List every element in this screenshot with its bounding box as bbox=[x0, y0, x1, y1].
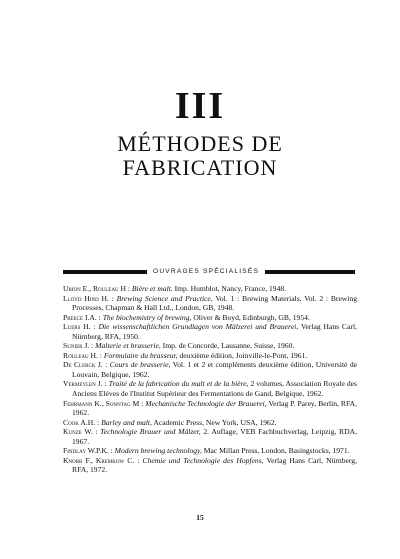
reference-details: Verlag Hans Carl, Nürnberg, RFA, 1950. bbox=[72, 322, 357, 341]
reference-item bbox=[63, 360, 357, 379]
reference-title: Brewing Science and Practice, bbox=[116, 293, 213, 303]
reference-details: Mac Millan Press, London, Basingstocks, 1971. bbox=[201, 446, 350, 456]
reference-details: 2 volumes, Association Royale des Anciens Elèves de l'Institut Supérieur des Fermentations de Gand, Belgique, 1962. bbox=[72, 379, 357, 399]
reference-item bbox=[63, 313, 357, 323]
reference-author: Preece I.A. : bbox=[63, 312, 101, 322]
section-rule-right bbox=[265, 270, 355, 274]
reference-author: Urion E., Rouleau H : bbox=[63, 284, 130, 293]
reference-author: Luers H. : bbox=[63, 322, 96, 332]
reference-item bbox=[63, 446, 357, 456]
reference-title: Malterie et brasserie, bbox=[95, 341, 161, 351]
section-header bbox=[63, 268, 355, 275]
reference-title: The biochemistry of brewing, bbox=[102, 312, 192, 322]
reference-details: Vol. 1 et 2 et compléments deuxième édition, Université de Louvain, Belgique, 1962. bbox=[72, 360, 358, 379]
reference-title: Barley and malt, bbox=[101, 417, 152, 427]
reference-author: Findlay W.P.K. : bbox=[63, 446, 113, 456]
reference-details: Verlag Hans Carl, Nürnberg, RFA, 1972. bbox=[72, 455, 357, 475]
reference-details: Oliver & Boyd, Edinburgh, GB, 1954. bbox=[191, 312, 310, 322]
reference-details: Imp. Humblot, Nancy, France, 1948. bbox=[172, 284, 287, 293]
section-label: OUVRAGES SPÉCIALISÉS bbox=[153, 268, 260, 275]
reference-details: Imp. de Concorde, Lausanne, Suisse, 1960. bbox=[160, 341, 295, 351]
reference-item bbox=[63, 427, 357, 446]
reference-title: Mechanische Technologie der Brauerei, bbox=[145, 398, 267, 408]
section-rule-left bbox=[63, 270, 147, 274]
reference-details: Verlag P. Parey, Berlin, RFA, 1962. bbox=[72, 398, 357, 418]
reference-details: Vol. 1 : Brewing Materials, Vol. 2 : Brewing Processes, Chapman & Hall Ltd., London, GB, 1948. bbox=[72, 293, 357, 313]
reference-author: Knorr F., Kremkow C. : bbox=[63, 455, 140, 465]
reference-title: Chemie und Technologie des Hopfens, bbox=[142, 455, 264, 465]
reference-item bbox=[63, 351, 357, 361]
reference-title: Die wissenschaftlichen Grundlagen von Mälzerei und Brauerei, bbox=[98, 322, 299, 332]
reference-item bbox=[63, 341, 357, 351]
reference-author: Cook A.H. : bbox=[63, 417, 100, 427]
reference-list bbox=[63, 284, 357, 475]
reference-item bbox=[63, 379, 357, 398]
reference-author: De Clerck J. : bbox=[63, 360, 108, 370]
reference-details: Academic Press, New York, USA, 1962. bbox=[151, 417, 277, 427]
reference-author: Kunze W. : bbox=[63, 427, 98, 437]
reference-item bbox=[63, 284, 357, 294]
reference-title: Cours de brasserie, bbox=[109, 360, 171, 370]
reference-item bbox=[63, 399, 357, 418]
reference-author: Lloyd Hind H. : bbox=[63, 293, 114, 303]
chapter-title-line-1: MÉTHODES DE bbox=[117, 131, 283, 156]
chapter-number: III bbox=[174, 85, 226, 127]
page-number: 15 bbox=[196, 513, 204, 522]
reference-details: 2. Auflage, VEB Fachbuchverlag, Leipzig, RDA, 1967. bbox=[72, 427, 357, 446]
reference-item bbox=[63, 294, 357, 313]
reference-details: deuxième édition, Joinville-le-Pont, 1961. bbox=[177, 350, 308, 360]
reference-author: Fehrmann K., Sonntag M : bbox=[63, 398, 144, 408]
reference-title: Traité de la fabrication du malt et de la bière, bbox=[108, 379, 249, 389]
reference-author: Rouleau H. : bbox=[63, 350, 102, 360]
reference-author: Vermeylen J. : bbox=[63, 379, 107, 389]
reference-author: Sunier J. : bbox=[63, 341, 94, 351]
reference-title: Modern brewing technology, bbox=[114, 446, 202, 456]
chapter-title bbox=[0, 132, 400, 180]
reference-title: Formulaire du brasseur, bbox=[103, 350, 178, 360]
reference-title: Technologie Brauer und Mälzer, bbox=[100, 427, 201, 437]
reference-item bbox=[63, 322, 357, 341]
reference-item bbox=[63, 418, 357, 428]
reference-item bbox=[63, 456, 357, 475]
chapter-title-line-2: FABRICATION bbox=[122, 155, 278, 180]
reference-title: Bière et malt. bbox=[131, 284, 173, 293]
